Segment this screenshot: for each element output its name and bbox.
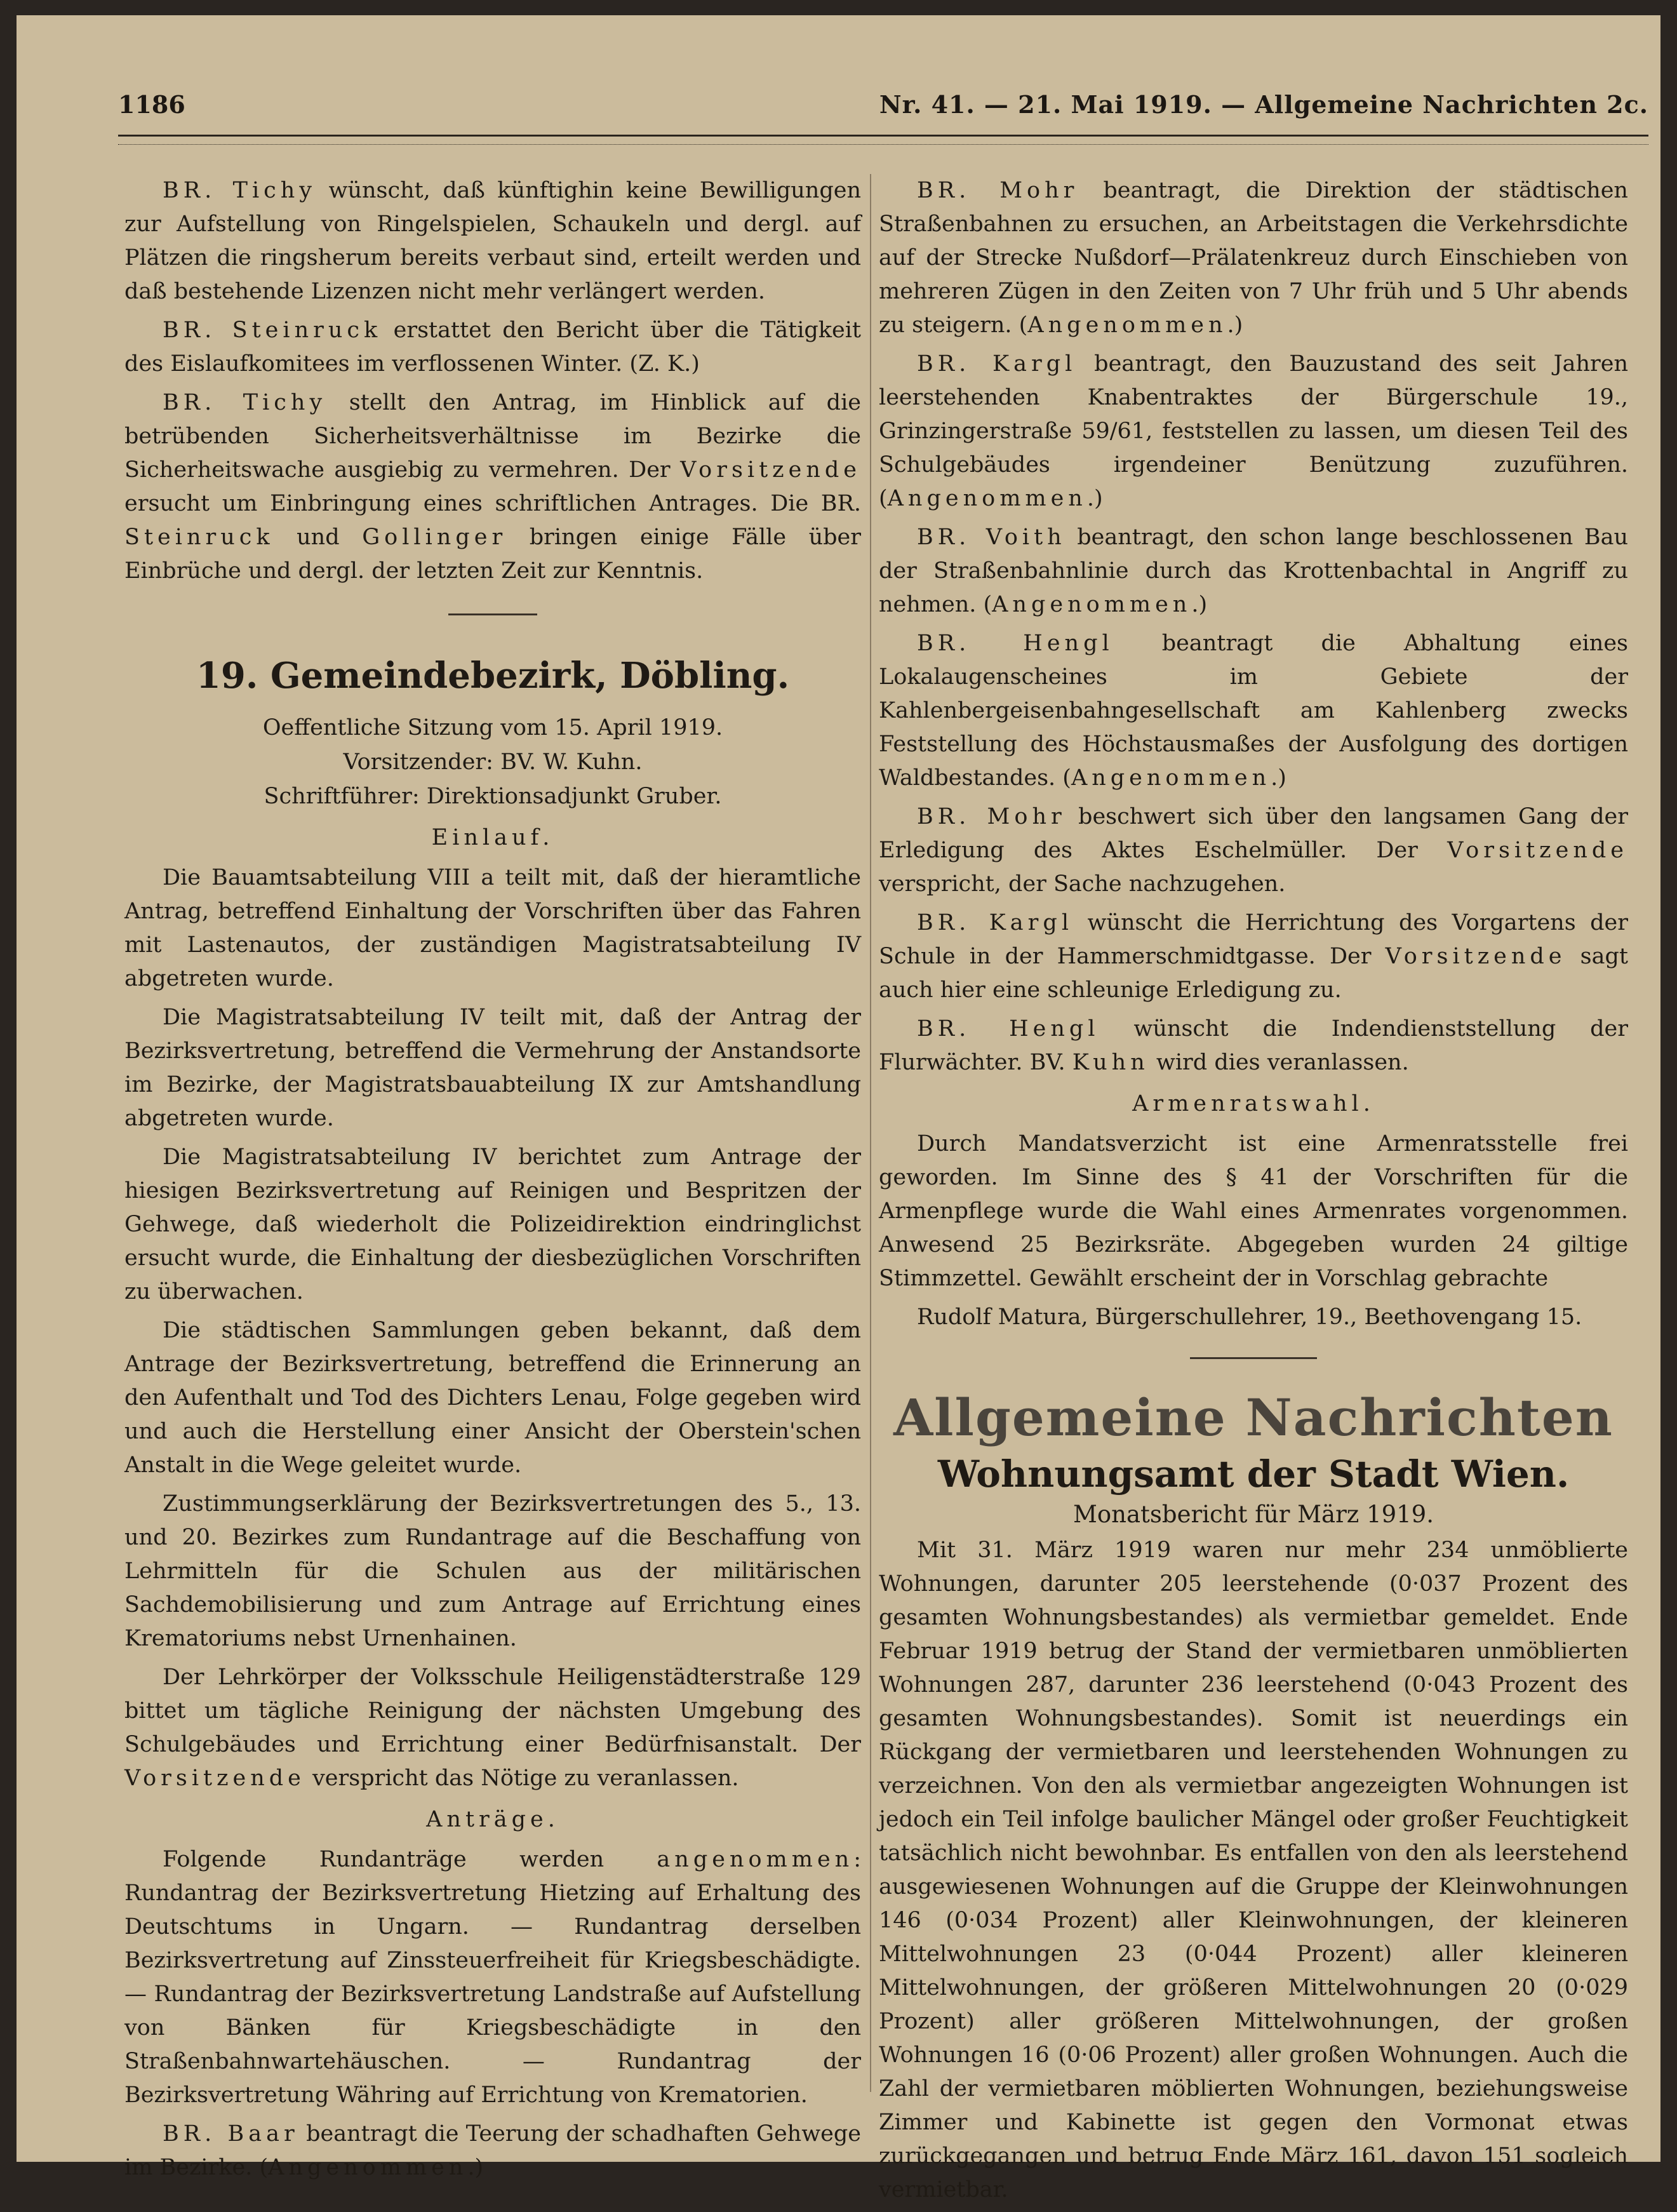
- section-rule: [448, 613, 537, 615]
- antrag-item: BR. Hengl beantragt die Abhaltung eines Lokalaugenscheines im Gebiete der Kahlenbergeisenbahngesellschaft am Kahlenberg zwecks Feststellung des Höchstausmaßes der Ausfolgung des dortigen Waldbestandes. (Angenommen.): [879, 631, 1628, 791]
- newspaper-page: [17, 15, 1660, 2202]
- antrag-item: BR. Hengl wünscht die Indendienststellung der Flurwächter. BV. Kuhn wird dies veranlassen.: [879, 1016, 1628, 1075]
- armenratswahl-heading: Armenratswahl.: [1132, 1091, 1375, 1116]
- antrag-item: Folgende Rundanträge werden angenommen: Rundantrag der Bezirksvertretung Hietzing auf Erhaltung des Deutschtums in Ungarn. — Rundantrag derselben Bezirksvertretung auf Zinssteuerfreiheit für Kriegsbeschädigte. — Rundantrag der Bezirksvertretung Landstraße auf Aufstellung von Bänken für Kriegsbeschädigte in den Straßenbahnwartehäuschen. — Rundantrag der Bezirksvertretung Währing auf Errichtung von Krematorien.: [124, 1847, 861, 2108]
- paragraph-tichy-2: BR. Tichy stellt den Antrag, im Hinblick auf die betrübenden Sicherheitsverhältnisse im Bezirke die Sicherheitswache ausgiebig zu vermehren. Der Vorsitzende ersucht um Einbringung eines schriftlichen Antrages. Die BR. Steinruck und Gollinger bringen einige Fälle über Einbrüche und dergl. der letzten Zeit zur Kenntnis.: [124, 390, 861, 584]
- page-number: 1186: [118, 90, 185, 119]
- einlauf-item: Die Magistratsabteilung IV teilt mit, daß der Antrag der Bezirksvertretung, betreffend die Vermehrung der Anstandsorte im Bezirke, der Magistratsbauabteilung IX zur Amtshandlung abgetreten wurde.: [124, 1005, 861, 1131]
- antrag-item: BR. Kargl wünscht die Herrichtung des Vorgartens der Schule in der Hammerschmidtgasse. Der Vorsitzende sagt auch hier eine schleunige Erledigung zu.: [879, 910, 1628, 1003]
- einlauf-item: Die Bauamtsabteilung VIII a teilt mit, daß der hieramtliche Antrag, betreffend Einhaltung der Vorschriften über das Fahren mit Lastenautos, der zuständigen Magistratsabteilung IV abgetreten wurde.: [124, 865, 861, 991]
- einlauf-heading: Einlauf.: [431, 825, 554, 850]
- secretary-line: Schriftführer: Direktionsadjunkt Gruber.: [264, 784, 722, 809]
- einlauf-item: Zustimmungserklärung der Bezirksvertretungen des 5., 13. und 20. Bezirkes zum Rundantrage auf die Beschaffung von Lehrmitteln für die Schulen aus der militärischen Sachdemobilisierung und zum Antrage auf Errichtung eines Krematoriums nebst Urnenhainen.: [124, 1491, 861, 1651]
- paragraph-tichy-1: BR. Tichy wünscht, daß künftighin keine Bewilligungen zur Aufstellung von Ringelspielen, Schaukeln und dergl. auf Plätzen die ringsherum bereits verbaut sind, erteilt werden und daß bestehende Lizenzen nicht mehr verlängert werden.: [124, 178, 862, 304]
- page-header: [118, 90, 1648, 128]
- paragraph-steinruck: BR. Steinruck erstattet den Bericht über die Tätigkeit des Eislaufkomitees im verflossenen Winter. (Z. K.): [124, 318, 861, 377]
- antrag-item: BR. Kargl beantragt, den Bauzustand des seit Jahren leerstehenden Knabentraktes der Bürgerschule 19., Grinzingerstraße 59/61, feststellen zu lassen, um diesen Teil des Schulgebäudes irgendeiner Benützung zuzuführen. (Angenommen.): [879, 351, 1628, 511]
- einlauf-item: Die Magistratsabteilung IV berichtet zum Antrage der hiesigen Bezirksvertretung auf Reinigen und Bespritzen der Gehwege, daß wiederholt die Polizeidirektion eindringlichst ersucht wurde, die Einhaltung der diesbezüglichen Vorschriften zu überwachen.: [124, 1144, 861, 1304]
- report-subtitle: Monatsbericht für März 1919.: [1073, 1501, 1434, 1528]
- section-title: Allgemeine Nachrichten: [893, 1388, 1614, 1447]
- running-title: Nr. 41. — 21. Mai 1919. — Allgemeine Nachrichten 2c.: [879, 90, 1648, 119]
- header-rule: [118, 135, 1648, 145]
- right-column: [879, 174, 1628, 2212]
- report-text: Mit 31. März 1919 waren nur mehr 234 unmöblierte Wohnungen, darunter 205 leerstehende (0·037 Prozent des gesamten Wohnungsbestandes) als vermietbar gemeldet. Ende Februar 1919 betrug der Stand der vermietbaren unmöblierten Wohnungen 287, darunter 236 leerstehend (0·043 Prozent des gesamten Wohnungsbestandes). Somit ist neuerdings ein Rückgang der vermietbaren und leerstehenden Wohnungen zu verzeichnen. Von den als vermietbar angezeigten Wohnungen ist jedoch ein Teil infolge baulicher Mängel oder großer Feuchtigkeit tatsächlich nicht bewohnbar. Es entfallen von den als leerstehend ausgewiesenen Wohnungen auf die Gruppe der Kleinwohnungen 146 (0·034 Prozent) aller Kleinwohnungen, der kleineren Mittelwohnungen 23 (0·044 Prozent) aller kleineren Mittelwohnungen, der größeren Mittelwohnungen 20 (0·029 Prozent) aller größeren Mittelwohnungen, der großen Wohnungen 16 (0·06 Prozent) aller großen Wohnungen. Auch die Zahl der vermietbaren möblierten Wohnungen, beziehungsweise Zimmer und Kabinette ist gegen den Vormonat etwas zurückgegangen und betrug Ende März 161, davon 151 sogleich vermietbar.: [879, 1538, 1628, 2202]
- armenratswahl-elected: Rudolf Matura, Bürgerschullehrer, 19., Beethovengang 15.: [917, 1304, 1582, 1330]
- antrag-item: BR. Baar beantragt die Teerung der schadhaften Gehwege im Bezirke. (Angenommen.): [124, 2121, 861, 2180]
- armenratswahl-text: Durch Mandatsverzicht ist eine Armenratsstelle frei geworden. Im Sinne des § 41 der Vorschriften für die Armenpflege wurde die Wahl eines Armenrates vorgenommen. Anwesend 25 Bezirksräte. Abgegeben wurden 24 giltige Stimmzettel. Gewählt erscheint der in Vorschlag gebrachte: [879, 1131, 1628, 1291]
- antrag-item: BR. Voith beantragt, den schon lange beschlossenen Bau der Straßenbahnlinie durch das Krottenbachtal in Angriff zu nehmen. (Angenommen.): [879, 525, 1628, 617]
- antrag-item: BR. Mohr beantragt, die Direktion der städtischen Straßenbahnen zu ersuchen, an Arbeitstagen die Verkehrsdichte auf der Strecke Nußdorf—Prälatenkreuz durch Einschieben von mehreren Zügen in den Zeiten von 7 Uhr früh und 5 Uhr abends zu steigern. (Angenommen.): [879, 178, 1628, 338]
- einlauf-item: Die städtischen Sammlungen geben bekannt, daß dem Antrage der Bezirksvertretung, betreffend die Erinnerung an den Aufenthalt und Tod des Dichters Lenau, Folge gegeben wird und auch die Herstellung einer Ansicht der Oberstein'schen Anstalt in die Wege geleitet wurde.: [124, 1318, 861, 1478]
- left-column: [124, 174, 861, 2190]
- column-divider: [870, 174, 871, 2092]
- antraege-heading: Anträge.: [426, 1807, 559, 1832]
- district-title: 19. Gemeindebezirk, Döbling.: [196, 655, 790, 697]
- antrag-item: BR. Mohr beschwert sich über den langsamen Gang der Erledigung des Aktes Eschelmüller. Der Vorsitzende verspricht, der Sache nachzugehen.: [879, 804, 1628, 897]
- chair-line: Vorsitzender: BV. W. Kuhn.: [343, 749, 643, 775]
- einlauf-item: Der Lehrkörper der Volksschule Heiligenstädterstraße 129 bittet um tägliche Reinigung der nächsten Umgebung des Schulgebäudes und Errichtung einer Bedürfnisanstalt. Der Vorsitzende verspricht das Nötige zu veranlassen.: [124, 1665, 861, 1791]
- section-rule: [1190, 1357, 1317, 1359]
- article-title: Wohnungsamt der Stadt Wien.: [937, 1452, 1570, 1496]
- session-line: Oeffentliche Sitzung vom 15. April 1919.: [262, 715, 723, 741]
